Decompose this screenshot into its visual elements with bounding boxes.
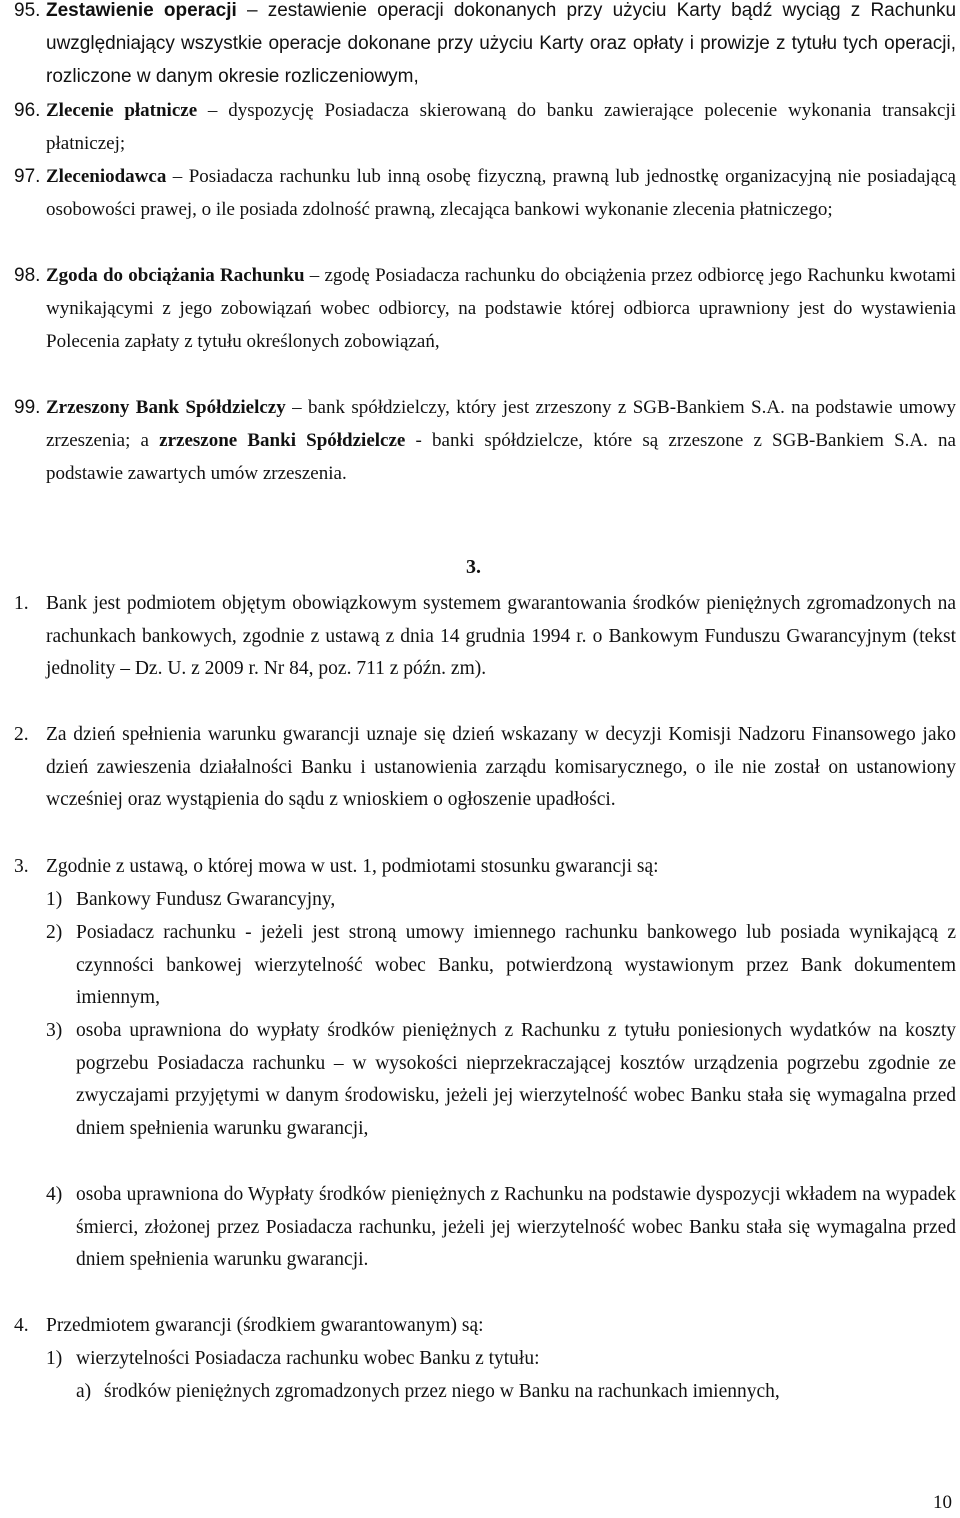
list-item-letter: a): [76, 1381, 92, 1402]
paragraph-text: Przedmiotem gwarancji (środkiem gwarantowanym) są:: [46, 1315, 484, 1336]
definition-text: – Posiadacza rachunku lub inną osobę fizyczną, prawną lub jednostkę organizacyjną nie posiadającą osobowości prawej, o ile posiada zdolność prawną, zlecająca bankowi wykonanie zlecenia płatniczego;: [46, 166, 956, 220]
paragraph-number: 4.: [14, 1315, 29, 1336]
list-item-3-2: [46, 917, 956, 1015]
definition-number: 95.: [14, 0, 41, 21]
list-item-3-4: [46, 1179, 956, 1277]
list-item-text: Bankowy Fundusz Gwarancyjny,: [76, 889, 336, 910]
definition-term: Zrzeszony Bank Spółdzielczy: [46, 397, 286, 418]
definition-term-secondary: zrzeszone Banki Spółdzielcze: [159, 430, 406, 451]
definition-text: – zestawienie operacji dokonanych przy użyciu Karty bądź wyciąg z Rachunku uwzględniający wszystkie operacje dokonane przy użyciu Karty oraz opłaty i prowizje z tytułu tych operacji, rozliczone w danym okresie rozliczeniowym,: [46, 0, 957, 87]
list-item-number: 3): [46, 1020, 63, 1041]
list-item-text: osoba uprawniona do Wypłaty środków pieniężnych z Rachunku na podstawie dyspozycji wkładem na wypadek śmierci, złożonej przez Posiadacza rachunku, jeżeli jej wierzytelność wobec Banku stała się wymagalna przed dniem spełnienia warunku gwarancji.: [76, 1184, 956, 1270]
paragraph-1: [14, 588, 956, 686]
definition-number: 98.: [14, 265, 41, 286]
definition-text-secondary: - banki spółdzielcze, które są zrzeszone z SGB-Bankiem S.A. na podstawie zawartych umów zrzeszenia.: [46, 430, 956, 484]
list-item-text: środków pieniężnych zgromadzonych przez niego w Banku na rachunkach imiennych,: [104, 1381, 780, 1402]
paragraph-text: Bank jest podmiotem objętym obowiązkowym systemem gwarantowania środków pieniężnych zgromadzonych na rachunkach bankowych, zgodnie z ustawą z dnia 14 grudnia 1994 r. o Bankowym Funduszu Gwarancyjnym (tekst jednolity – Dz. U. z 2009 r. Nr 84, poz. 711 z późn. zm).: [46, 593, 956, 679]
paragraph-number: 1.: [14, 593, 29, 614]
list-item-4-1: [46, 1343, 956, 1376]
list-item-4-1-a: [76, 1376, 956, 1409]
list-item-number: 2): [46, 922, 63, 943]
definition-term: Zgoda do obciążania Rachunku: [46, 265, 305, 286]
list-item-3-3: [46, 1015, 956, 1145]
definition-number: 96.: [14, 100, 41, 121]
paragraph-number: 3.: [14, 856, 29, 877]
definition-number: 99.: [14, 397, 41, 418]
definition-text: – bank spółdzielczy, który jest zrzeszony z SGB-Bankiem S.A. na podstawie umowy zrzeszenia; a: [46, 397, 956, 451]
definition-number: 97.: [14, 166, 41, 187]
page-number: 10: [933, 1492, 952, 1513]
definition-text: – dyspozycję Posiadacza skierowaną do banku zawierające polecenie wykonania transakcji płatniczej;: [46, 100, 956, 154]
paragraph-4: [14, 1310, 956, 1343]
definition-text: – zgodę Posiadacza rachunku do obciążenia przez odbiorcę jego Rachunku kwotami wynikającymi z jego zobowiązań wobec odbiorcy, na podstawie której odbiorca uprawniony jest do wystawienia Polecenia zapłaty z tytułu określonych zobowiązań,: [46, 265, 957, 352]
paragraph-text: Za dzień spełnienia warunku gwarancji uznaje się dzień wskazany w decyzji Komisji Nadzoru Finansowego jako dzień zawieszenia działalności Banku i ustanowienia zarządu komisarycznego, o ile nie został on ustanowiony wcześniej oraz wystąpienia do sądu z wnioskiem o ogłoszenie upadłości.: [46, 724, 956, 810]
section-heading: 3.: [466, 556, 481, 578]
paragraph-2: [14, 719, 956, 817]
list-item-number: 1): [46, 1348, 63, 1369]
definition-term: Zlecenie płatnicze: [46, 100, 198, 121]
list-item-text: wierzytelności Posiadacza rachunku wobec Banku z tytułu:: [76, 1348, 540, 1369]
list-item-3-1: [46, 884, 956, 917]
definition-term: Zestawienie operacji: [46, 0, 237, 21]
list-item-text: Posiadacz rachunku - jeżeli jest stroną umowy imiennego rachunku bankowego lub posiada wynikającą z czynności bankowej wierzytelność wobec Banku, potwierdzoną wystawionym przez Bank dokumentem imiennym,: [76, 922, 956, 1008]
paragraph-3: [14, 851, 956, 884]
definition-99: [14, 391, 956, 490]
list-item-number: 1): [46, 889, 63, 910]
definition-95: [14, 0, 956, 93]
definition-term: Zleceniodawca: [46, 166, 167, 187]
list-item-number: 4): [46, 1184, 63, 1205]
list-item-text: osoba uprawniona do wypłaty środków pieniężnych z Rachunku z tytułu poniesionych wydatków na koszty pogrzebu Posiadacza rachunku – w wysokości nieprzekraczającej kosztów urządzenia pogrzebu zgodnie ze zwyczajami przyjętymi w danym środowisku, jeżeli jej wierzytelność wobec Banku stała się wymagalna przed dniem spełnienia warunku gwarancji,: [76, 1020, 956, 1139]
definition-97: [14, 160, 956, 226]
definition-98: [14, 259, 956, 358]
paragraph-number: 2.: [14, 724, 29, 745]
definition-96: [14, 94, 956, 160]
paragraph-text: Zgodnie z ustawą, o której mowa w ust. 1, podmiotami stosunku gwarancji są:: [46, 856, 659, 877]
